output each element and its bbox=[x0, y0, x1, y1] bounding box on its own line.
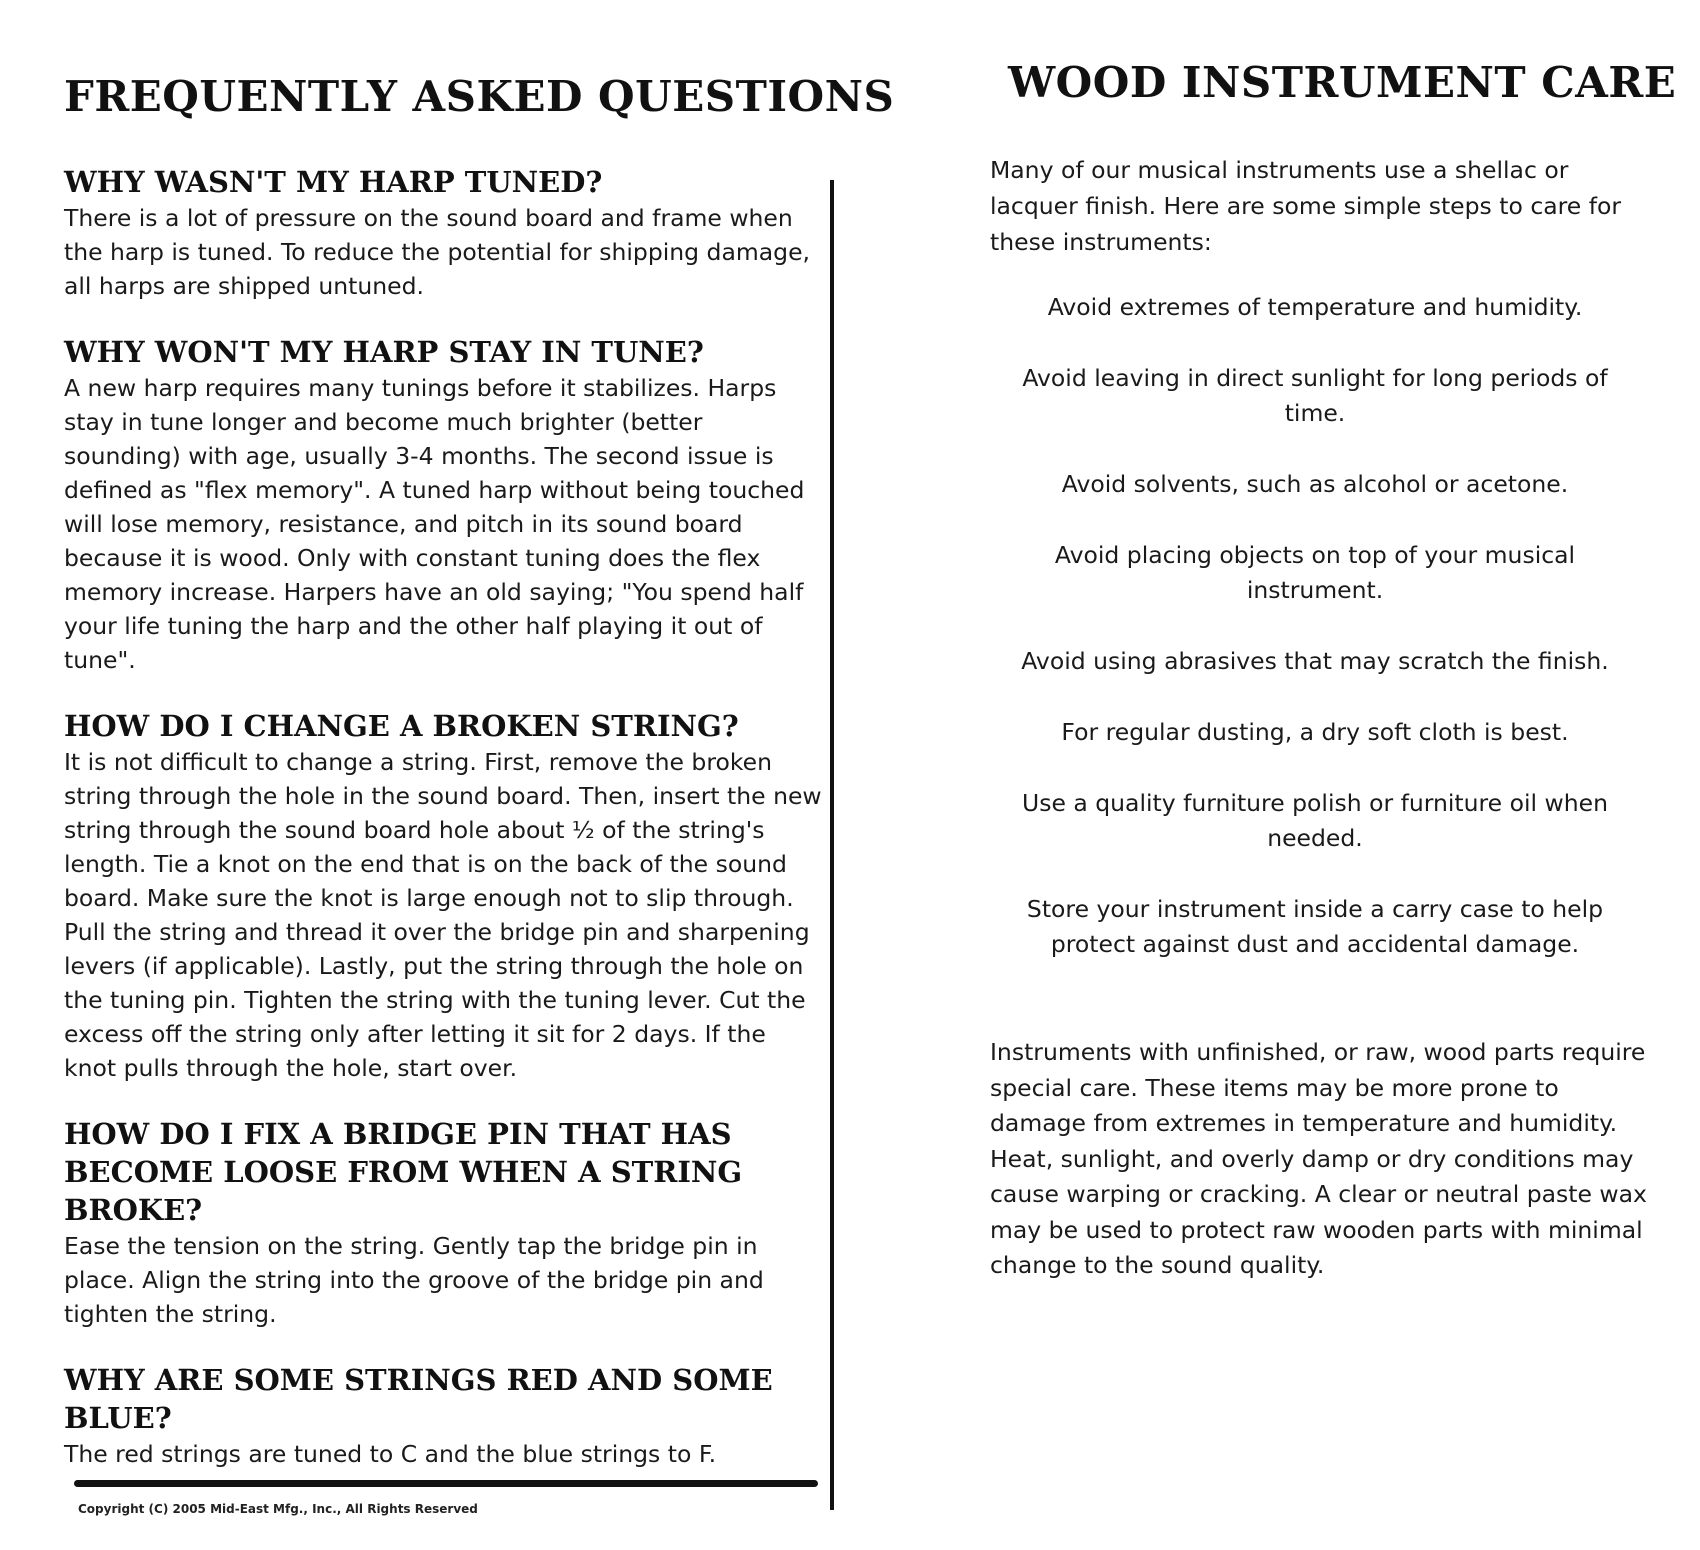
care-title: WOOD INSTRUMENT CARE bbox=[1008, 58, 1677, 107]
faq-item bbox=[64, 707, 824, 1085]
care-tip: Use a quality furniture polish or furniture oil when needed. bbox=[1022, 789, 1608, 852]
care-tip: Avoid using abrasives that may scratch the finish. bbox=[1021, 647, 1609, 675]
faq-item bbox=[64, 1115, 824, 1331]
care-raw-wood-note: Instruments with unfinished, or raw, wood parts require special care. These items may be more prone to damage from extremes in temperature and humidity. Heat, sunlight, and overly damp or dry conditions may cause warping or cracking. A clear or neutral paste wax may be used to protect raw wooden parts with minimal change to the sound quality. bbox=[990, 1038, 1647, 1279]
care-tip: Avoid placing objects on top of your musical instrument. bbox=[1054, 541, 1576, 604]
care-tip: Store your instrument inside a carry case to help protect against dust and accidental damage. bbox=[1026, 895, 1604, 958]
faq-title: FREQUENTLY ASKED QUESTIONS bbox=[64, 72, 895, 121]
copyright-notice: Copyright (C) 2005 Mid-East Mfg., Inc., All Rights Reserved bbox=[78, 1502, 478, 1516]
faq-question: HOW DO I FIX A BRIDGE PIN THAT HAS BECOME LOOSE FROM WHEN A STRING BROKE? bbox=[64, 1117, 743, 1227]
faq-answer: The red strings are tuned to C and the blue strings to F. bbox=[64, 1440, 717, 1468]
faq-answer: Ease the tension on the string. Gently tap the bridge pin in place. Align the string into the groove of the bridge pin and tighten the string. bbox=[64, 1232, 764, 1328]
care-tip: Avoid solvents, such as alcohol or acetone. bbox=[1061, 470, 1569, 498]
faq-answer: A new harp requires many tunings before it stabilizes. Harps stay in tune longer and become much brighter (better sounding) with age, usually 3-4 months. The second issue is defined as "flex memory". A tuned harp without being touched will lose memory, resistance, and pitch in its sound board because it is wood. Only with constant tuning does the flex memory increase. Harpers have an old saying; "You spend half your life tuning the harp and the other half playing it out of tune". bbox=[64, 374, 805, 674]
faq-list bbox=[64, 163, 824, 1501]
care-tip: Avoid leaving in direct sunlight for long periods of time. bbox=[1022, 364, 1608, 427]
faq-question: HOW DO I CHANGE A BROKEN STRING? bbox=[64, 709, 739, 743]
faq-item bbox=[64, 1361, 824, 1471]
footer-rule bbox=[74, 1480, 818, 1487]
faq-question: WHY WON'T MY HARP STAY IN TUNE? bbox=[64, 335, 704, 369]
care-tips bbox=[990, 290, 1640, 998]
care-tip: For regular dusting, a dry soft cloth is best. bbox=[1061, 718, 1569, 746]
faq-answer: It is not difficult to change a string. First, remove the broken string through the hole in the sound board. Then, insert the new string through the sound board hole about ½ of the string's length. Tie a knot on the end that is on the back of the sound board. Make sure the knot is large enough not to slip through. Pull the string and thread it over the bridge pin and sharpening levers (if applicable). Lastly, put the string through the hole on the tuning pin. Tighten the string with the tuning lever. Cut the excess off the string only after letting it sit for 2 days. If the knot pulls through the hole, start over. bbox=[64, 748, 822, 1082]
care-intro: Many of our musical instruments use a shellac or lacquer finish. Here are some simple steps to care for these instruments: bbox=[990, 156, 1622, 256]
faq-question: WHY WASN'T MY HARP TUNED? bbox=[64, 165, 603, 199]
faq-item bbox=[64, 333, 824, 677]
care-tip: Avoid extremes of temperature and humidity. bbox=[1047, 293, 1583, 321]
faq-answer: There is a lot of pressure on the sound board and frame when the harp is tuned. To reduce the potential for shipping damage, all harps are shipped untuned. bbox=[64, 204, 810, 300]
faq-question: WHY ARE SOME STRINGS RED AND SOME BLUE? bbox=[64, 1363, 773, 1435]
faq-item bbox=[64, 163, 824, 303]
column-divider bbox=[830, 180, 834, 1510]
